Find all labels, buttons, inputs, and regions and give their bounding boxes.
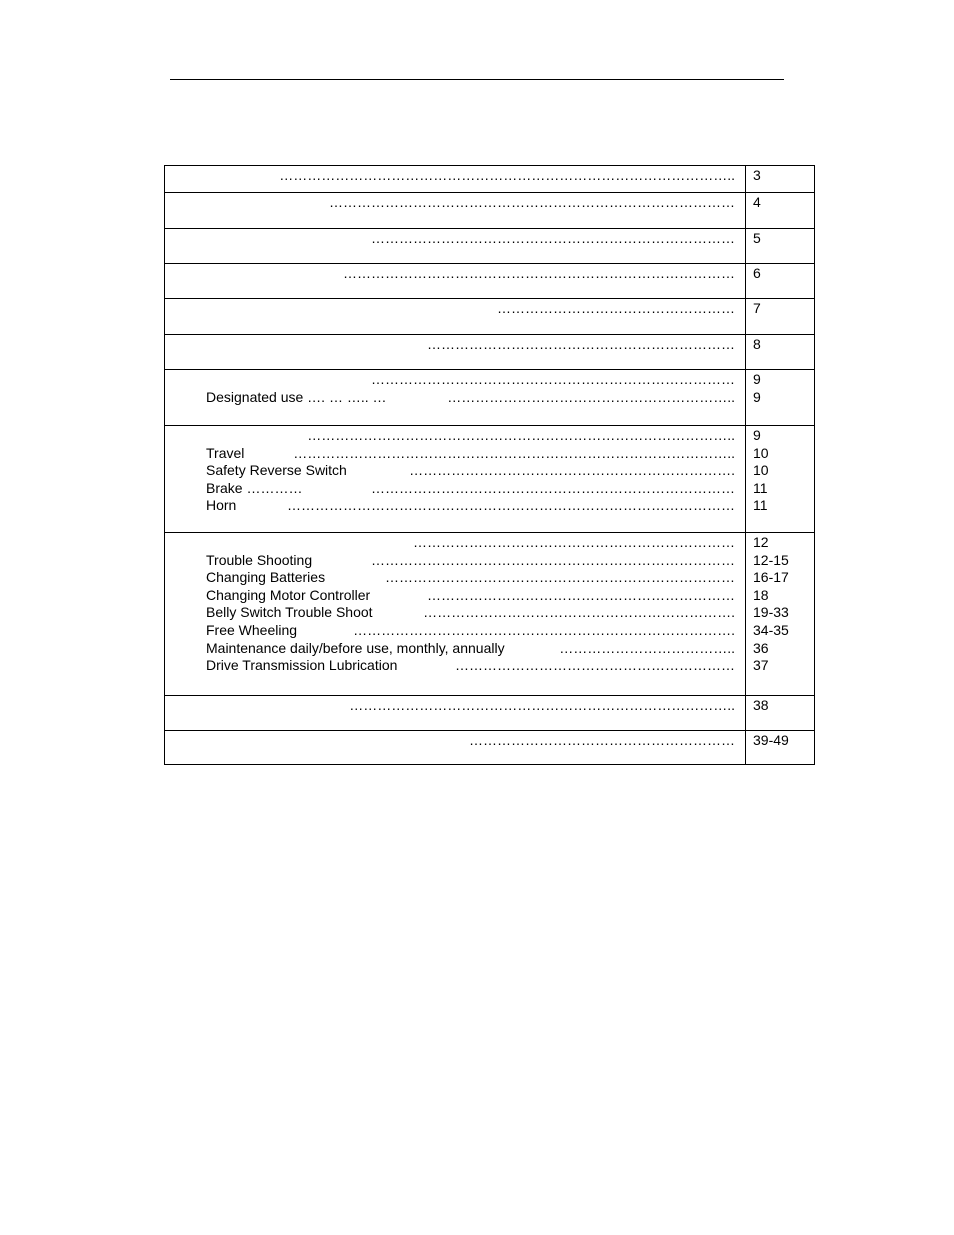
toc-row xyxy=(165,696,815,731)
toc-leader-dots: …………………………………………………………………………………… xyxy=(287,497,735,514)
toc-entry[interactable] xyxy=(165,371,745,389)
toc-page-number: 16-17 xyxy=(753,569,789,586)
toc-entry[interactable] xyxy=(165,497,745,515)
toc-page-number: 9 xyxy=(753,371,761,387)
toc-entry[interactable] xyxy=(165,265,745,283)
toc-page-number: 37 xyxy=(753,657,769,674)
toc-leader-dots: …………………………………………………………… xyxy=(413,534,735,550)
toc-entry[interactable] xyxy=(165,300,745,318)
toc-entry[interactable] xyxy=(165,480,745,498)
toc-entries-cell xyxy=(165,264,746,299)
toc-page-number: 38 xyxy=(753,697,769,713)
toc-pages-cell xyxy=(746,533,815,696)
toc-leader-dots: …………………………………………………………………… xyxy=(371,479,735,496)
toc-entries-cell xyxy=(165,426,746,533)
toc-entries-cell xyxy=(165,229,746,264)
toc-entry-label: Designated use …. … ….. … xyxy=(206,388,387,405)
toc-entry[interactable] xyxy=(165,657,745,675)
toc-page-number: 7 xyxy=(753,300,761,316)
toc-page-number: 39-49 xyxy=(753,732,789,748)
toc-entry-label: Drive Transmission Lubrication xyxy=(206,657,398,674)
toc-page-number: 36 xyxy=(753,639,769,656)
header-rule xyxy=(170,79,784,80)
toc-entry[interactable] xyxy=(165,336,745,354)
toc-entry-label: Brake ………… xyxy=(206,479,303,496)
toc-pages-cell xyxy=(746,335,815,370)
toc-entry-label: Changing Motor Controller xyxy=(206,586,371,603)
toc-entry[interactable] xyxy=(165,552,745,570)
toc-pages-cell xyxy=(746,166,815,193)
toc-leader-dots: …………………………………………………………. xyxy=(423,604,735,621)
toc-pages-cell xyxy=(746,229,815,264)
toc-row xyxy=(165,533,815,696)
toc-leader-dots: …………………………………………………………………… xyxy=(371,371,735,387)
toc-pages-cell xyxy=(746,731,815,765)
toc-leader-dots: ………………………………………………………… xyxy=(427,586,735,603)
toc-page-number: 34-35 xyxy=(753,621,789,638)
toc-leader-dots: ……………………………………………………………………………….. xyxy=(307,427,735,443)
toc-pages-cell xyxy=(746,696,815,731)
toc-page-number: 11 xyxy=(753,479,768,496)
toc-entry[interactable] xyxy=(165,604,745,622)
toc-entry-label: Free Wheeling xyxy=(206,621,298,638)
toc-leader-dots: ……………………………………………………………. xyxy=(409,462,735,479)
toc-entries-cell xyxy=(165,193,746,229)
toc-entry-label: Travel xyxy=(206,444,245,461)
toc-entry[interactable] xyxy=(165,697,745,715)
toc-page-number: 18 xyxy=(753,586,769,603)
toc-entry[interactable] xyxy=(165,534,745,552)
toc-page-number: 12 xyxy=(753,534,769,550)
toc-row xyxy=(165,229,815,264)
toc-page-number: 19-33 xyxy=(753,604,789,621)
toc-row xyxy=(165,426,815,533)
toc-leader-dots: ………………………………………………………………… xyxy=(385,569,735,586)
toc-entries-cell xyxy=(165,335,746,370)
toc-entry-label: Trouble Shooting xyxy=(206,551,313,568)
toc-page-number: 6 xyxy=(753,265,761,281)
toc-entry[interactable] xyxy=(165,569,745,587)
toc-row xyxy=(165,731,815,765)
toc-leader-dots: ……………………………….. xyxy=(559,639,735,656)
toc-entries-cell xyxy=(165,299,746,335)
toc-entries-cell xyxy=(165,731,746,765)
toc-entries-cell xyxy=(165,370,746,426)
toc-row xyxy=(165,335,815,370)
toc-page-number: 10 xyxy=(753,462,769,479)
toc-leader-dots: ………………………………………………………………………. xyxy=(353,621,735,638)
toc-page-number: 8 xyxy=(753,336,761,352)
toc-row xyxy=(165,370,815,426)
toc-page-number: 4 xyxy=(753,194,761,210)
toc-leader-dots: ……………………………………………………………………….. xyxy=(349,697,735,713)
toc-leader-dots: …………………………………………………………………… xyxy=(371,230,735,246)
toc-leader-dots: ………………………………………………… xyxy=(469,732,735,748)
toc-entries-cell xyxy=(165,166,746,193)
toc-entry-label: Maintenance daily/before use, monthly, annually xyxy=(206,639,505,656)
toc-entry[interactable] xyxy=(165,445,745,463)
toc-page-number: 10 xyxy=(753,444,769,461)
toc-entry[interactable] xyxy=(165,622,745,640)
toc-page-number: 9 xyxy=(753,427,761,443)
toc-leader-dots: …………………………………………………… xyxy=(455,657,735,674)
toc-leader-dots: …………………………………………………….. xyxy=(447,388,735,405)
toc-entry[interactable] xyxy=(165,732,745,750)
toc-entry-label: Belly Switch Trouble Shoot xyxy=(206,604,373,621)
toc-pages-cell xyxy=(746,426,815,533)
toc-entry-label: Horn xyxy=(206,497,237,514)
toc-entry[interactable] xyxy=(165,640,745,658)
toc-leader-dots: …………………………………………… xyxy=(497,300,735,316)
toc-entry[interactable] xyxy=(165,587,745,605)
toc-page-number: 3 xyxy=(753,167,761,183)
toc-entry[interactable] xyxy=(165,389,745,407)
toc-row xyxy=(165,193,815,229)
toc-leader-dots: ………………………………………………………… xyxy=(427,336,735,352)
toc-row xyxy=(165,264,815,299)
toc-entries-cell xyxy=(165,533,746,696)
toc-entry[interactable] xyxy=(165,462,745,480)
toc-leader-dots: …………………………………………………………………………… xyxy=(329,194,735,210)
toc-entry-label: Changing Batteries xyxy=(206,569,326,586)
toc-entries-cell xyxy=(165,696,746,731)
toc-leader-dots: …………………………………………………………………… xyxy=(371,551,735,568)
toc-page-number: 11 xyxy=(753,497,768,514)
toc-entry-label: Safety Reverse Switch xyxy=(206,462,347,479)
toc-pages-cell xyxy=(746,264,815,299)
toc-row xyxy=(165,166,815,193)
toc-entry[interactable] xyxy=(165,167,745,185)
toc-leader-dots: …………………………………………………………………………………….. xyxy=(279,167,735,183)
toc-entry[interactable] xyxy=(165,194,745,212)
toc-page-number: 9 xyxy=(753,388,761,405)
toc-pages-cell xyxy=(746,193,815,229)
toc-entry[interactable] xyxy=(165,230,745,248)
toc-leader-dots: ………………………………………………………………………… xyxy=(343,265,735,281)
table-of-contents xyxy=(164,165,815,765)
toc-pages-cell xyxy=(746,370,815,426)
toc-page-number: 12-15 xyxy=(753,551,789,568)
toc-leader-dots: ………………………………………………………………………………….. xyxy=(293,444,735,461)
toc-pages-cell xyxy=(746,299,815,335)
toc-page-number: 5 xyxy=(753,230,761,246)
toc-entry[interactable] xyxy=(165,427,745,445)
toc-row xyxy=(165,299,815,335)
